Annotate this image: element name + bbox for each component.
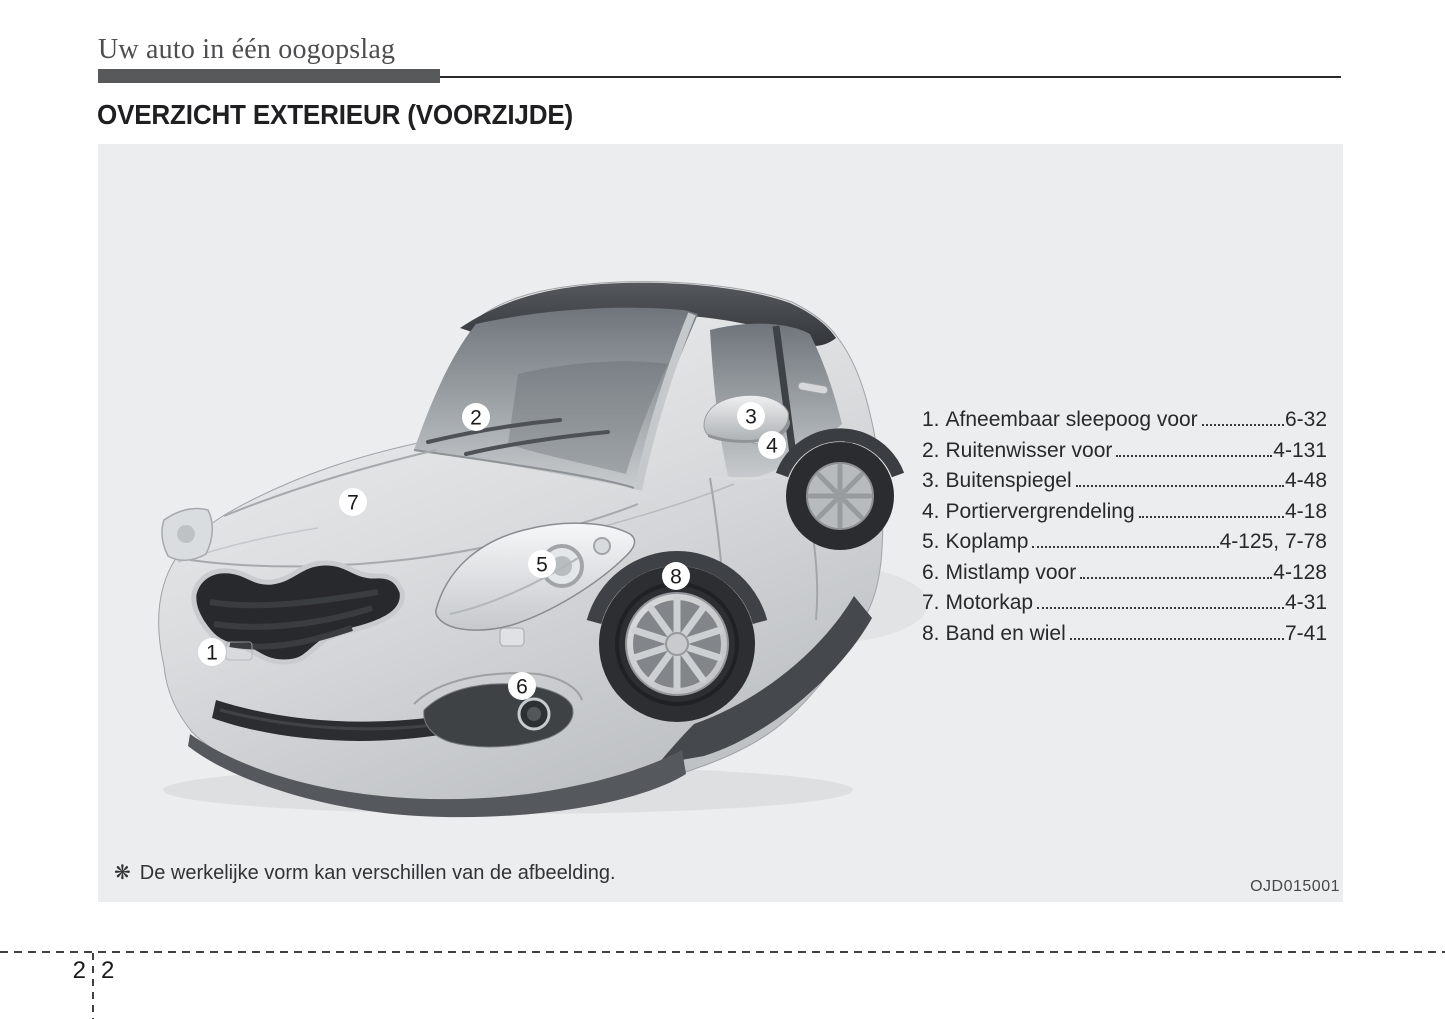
item-number: 4. [922,499,940,523]
chapter-title: Uw auto in één oogopslag [98,34,396,65]
item-number: 2. [922,438,940,462]
parts-list-item [922,408,1327,439]
item-label: Ruitenwisser voor [945,438,1113,462]
svg-text:6: 6 [516,675,528,699]
figure-note [114,860,616,885]
footer-dashed-divider [92,953,94,1019]
item-page-ref: 4-18 [1284,499,1327,523]
header-accent-bar [98,69,440,83]
callout-3 [737,402,765,430]
parts-list-item [922,530,1327,561]
callout-2 [462,403,490,431]
dot-leader [1202,424,1284,426]
item-page-ref: 4-131 [1273,438,1327,462]
item-label: Buitenspiegel [945,469,1072,492]
item-page-ref: 4-31 [1284,591,1327,614]
section-title: OVERZICHT EXTERIEUR (VOORZIJDE) [97,99,574,130]
item-number: 1. [922,408,940,431]
washer-cover [500,628,524,646]
parts-list-item [922,439,1327,470]
item-number: 5. [922,530,940,553]
parts-list-item [922,500,1327,531]
item-label: Afneembaar sleepoog voor [945,408,1198,431]
figure-box [98,144,1343,902]
item-page-ref: 6-32 [1284,408,1327,431]
dot-leader [1032,546,1218,548]
item-label: Band en wiel [945,621,1066,645]
parts-list [922,408,1327,652]
parts-list-item [922,561,1327,592]
front-hub [666,633,688,655]
dot-leader [1139,516,1284,518]
rear-hub [833,489,847,503]
fog-lamp-inner [527,707,541,721]
header-rule [440,76,1341,78]
item-page-ref: 4-48 [1284,469,1327,492]
item-number: 3. [922,469,940,492]
item-page-ref: 7-41 [1284,621,1327,645]
callout-7 [339,488,367,516]
callout-8 [662,562,690,590]
item-number: 6. [922,560,940,584]
figure-note-text: De werkelijke vorm kan verschillen van de afbeelding. [139,862,616,884]
footer-dashed-rule [0,951,1445,953]
figure-image-code: OJD015001 [1250,878,1340,895]
footer-chapter-number: 2 [72,957,86,984]
item-label: Mistlamp voor [945,560,1077,584]
callout-5 [528,550,556,578]
parts-list-item [922,469,1327,500]
svg-text:2: 2 [470,406,482,430]
item-page-ref: 4-125, 7-78 [1219,530,1327,553]
item-page-ref: 4-128 [1273,560,1327,584]
dot-leader [1076,485,1284,487]
dot-leader [1116,455,1272,457]
left-headlamp-bulb [177,525,195,543]
svg-text:1: 1 [206,641,218,665]
item-label: Motorkap [945,591,1034,614]
callout-1 [198,638,226,666]
svg-text:8: 8 [670,565,682,589]
svg-text:5: 5 [536,553,548,577]
svg-text:4: 4 [766,434,778,458]
dot-leader [1037,607,1284,609]
asterisk-icon: ❋ [114,862,131,884]
dot-leader [1080,577,1272,579]
item-label: Portiervergrendeling [945,499,1135,523]
item-number: 7. [922,591,940,614]
callout-6 [508,672,536,700]
parts-list-item [922,591,1327,622]
svg-text:3: 3 [745,405,757,429]
svg-text:7: 7 [347,491,359,515]
item-label: Koplamp [945,530,1029,553]
item-number: 8. [922,621,940,645]
headlamp-bulb [594,538,610,554]
parts-list-item [922,622,1327,653]
dot-leader [1070,638,1284,640]
callout-4 [758,431,786,459]
footer-page-number: 2 [101,957,115,984]
